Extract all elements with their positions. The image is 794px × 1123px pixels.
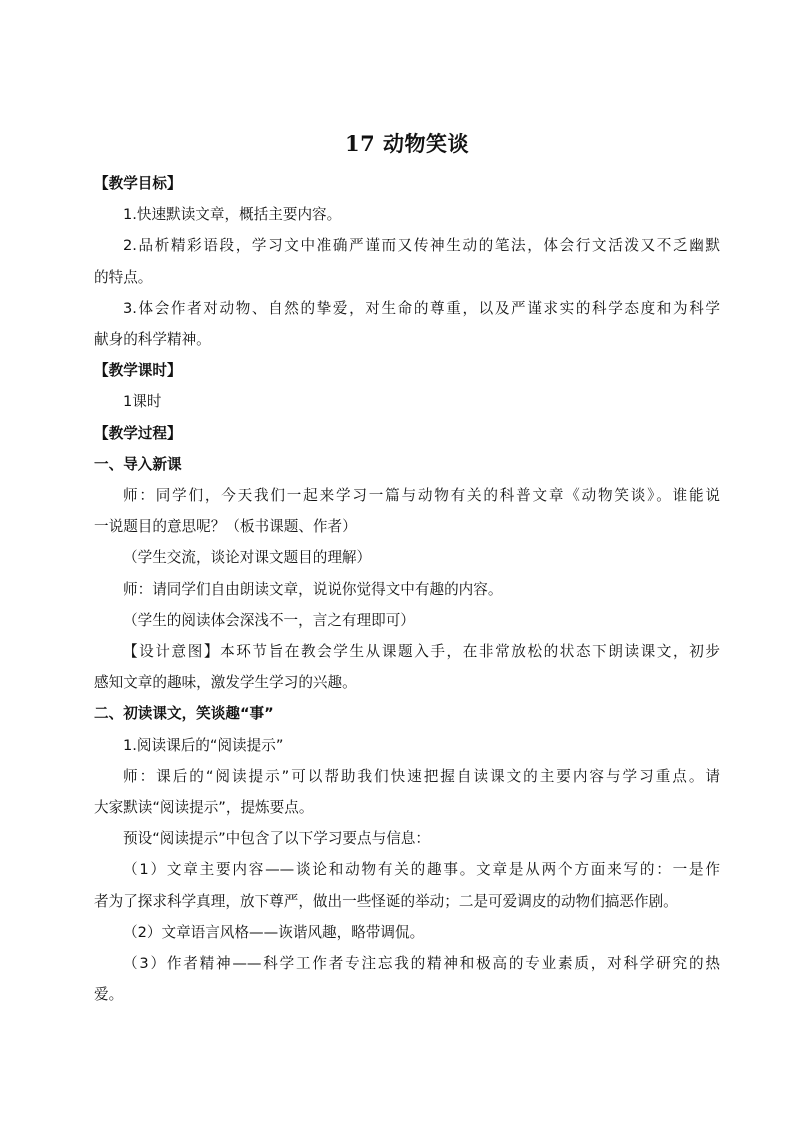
preset-point-1: （1）文章主要内容——谈论和动物有关的趣事。文章是从两个方面来写的：一是作 <box>123 861 720 879</box>
section-heading-class-hours: 【教学课时】 <box>94 362 182 380</box>
reading-tips-heading: 1.阅读课后的“阅读提示” <box>123 736 284 754</box>
preset-point-1-continued: 者为了探求科学真理，放下尊严，做出一些怪诞的举动；二是可爱调皮的动物们搞恶作剧。 <box>94 892 678 910</box>
page-title: 17 动物笑谈 <box>344 131 470 156</box>
goal-3: 3.体会作者对动物、自然的挚爱，对生命的尊重，以及严谨求实的科学态度和为科学 <box>123 299 720 317</box>
preset-point-2: （2）文章语言风格——诙谐风趣，略带调侃。 <box>123 923 425 941</box>
section-heading-teaching-goals: 【教学目标】 <box>94 175 182 192</box>
section-heading-teaching-process: 【教学过程】 <box>94 424 182 442</box>
goal-3-continued: 献身的科学精神。 <box>94 331 211 349</box>
student-discussion: （学生交流，谈论对课文题目的理解） <box>123 549 372 567</box>
teacher-reading-tips: 师：课后的“阅读提示”可以帮助我们快速把握自读课文的主要内容与学习重点。请 <box>123 767 720 785</box>
teacher-reading-tips-continued: 大家默读“阅读提示”，提炼要点。 <box>94 799 314 817</box>
goal-2: 2.品析精彩语段，学习文中准确严谨而又传神生动的笔法，体会行文活泼又不乏幽默 <box>123 237 720 255</box>
design-intent-continued: 感知文章的趣味，激发学生学习的兴趣。 <box>94 674 357 692</box>
teacher-intro-continued: 一说题目的意思呢？（板书课题、作者） <box>94 518 357 536</box>
step-2-heading: 二、初读课文，笑谈趣“事” <box>94 705 274 723</box>
goal-2-continued: 的特点。 <box>94 268 153 286</box>
class-hours-value: 1课时 <box>123 393 162 411</box>
step-1-heading: 一、导入新课 <box>94 455 182 473</box>
teacher-reading-prompt: 师：请同学们自由朗读文章，说说你觉得文中有趣的内容。 <box>123 580 503 598</box>
student-reading-note: （学生的阅读体会深浅不一，言之有理即可） <box>123 611 415 629</box>
preset-point-3: （3）作者精神——科学工作者专注忘我的精神和极高的专业素质，对科学研究的热 <box>123 955 720 973</box>
teacher-intro: 师：同学们，今天我们一起来学习一篇与动物有关的科普文章《动物笑谈》。谁能说 <box>123 487 720 505</box>
preset-intro: 预设“阅读提示”中包含了以下学习要点与信息： <box>123 830 430 848</box>
document-page <box>94 128 720 1010</box>
goal-1: 1.快速默读文章，概括主要内容。 <box>123 206 342 224</box>
design-intent: 【设计意图】本环节旨在教会学生从课题入手，在非常放松的状态下朗读课文，初步 <box>123 643 720 661</box>
preset-point-3-continued: 爱。 <box>94 986 124 1004</box>
